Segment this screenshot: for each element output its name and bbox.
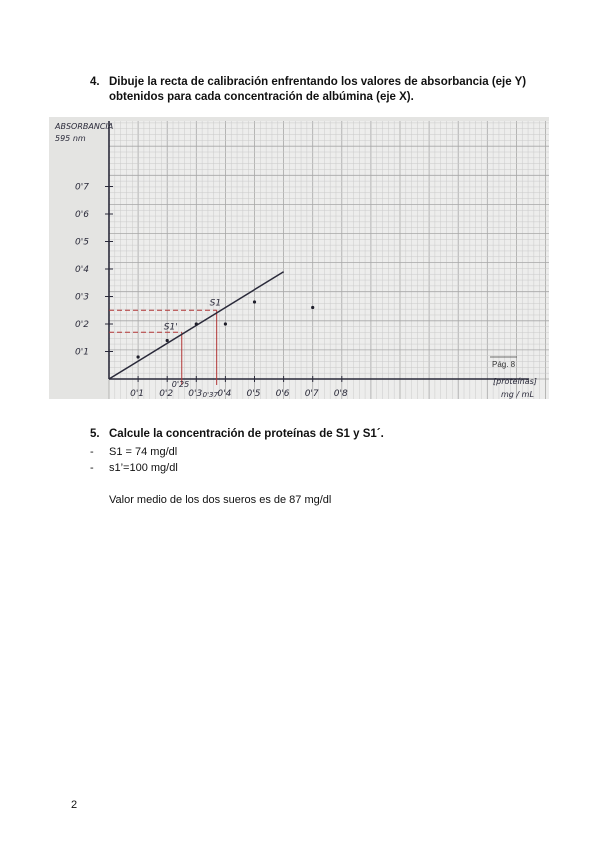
data-point [195,322,198,325]
y-tick-label: 0'5 [75,237,89,248]
x-tick-label: 0'8 [333,389,348,399]
x-tick-label: 0'7 [304,389,319,399]
x-tick-label: 0'2 [159,389,174,399]
calibration-graph-photo [49,117,549,399]
x-tick-label: 0'4 [217,389,232,399]
x-tick-label: 0'3 [188,389,203,399]
answer-dash: - [90,462,94,474]
y-axis-label-2: 595 nm [55,134,86,143]
y-tick-label: 0'7 [75,182,89,193]
page-number: 2 [71,799,78,811]
question-4-text-line1: Dibuje la recta de calibración enfrentando los valores de absorbancia (eje Y) [109,76,527,88]
calibration-graph [49,117,549,399]
s1prime-label: S1' [163,322,178,333]
y-tick-label: 0'3 [75,292,89,303]
data-point [311,306,314,309]
answer-item [90,444,178,460]
y-tick-label: 0'4 [75,265,89,275]
data-point [253,300,256,303]
question-4 [90,75,530,105]
data-point [137,355,140,358]
x-axis-label-2: mg / mL [501,390,534,399]
question-4-number: 4. [90,76,100,88]
answer-item [90,460,178,476]
y-tick-label: 0'2 [75,320,89,330]
s1-label: S1 [209,298,222,309]
answer-text: s1’=100 mg/dl [109,462,178,474]
question-5 [90,427,384,442]
x-tick-label: 0'5 [246,389,261,399]
answer-dash: - [90,446,94,458]
data-point [166,339,169,342]
question-4-text-line2: obtenidos para cada concentración de albúmina (eje X). [109,91,414,103]
y-tick-label: 0'6 [75,210,89,220]
data-point [224,322,227,325]
question-5-number: 5. [90,428,100,440]
y-axis-label-1: ABSORBANCIA [55,122,114,131]
x-axis-label-1: [proteínas] [493,377,537,386]
x-tick-label: 0'1 [130,389,145,399]
page-tag: Pág. 8 [492,360,516,369]
average-text: Valor medio de los dos sueros es de 87 mg/dl [109,494,332,506]
x-tick-label: 0'6 [275,389,290,399]
answer-text: S1 = 74 mg/dl [109,446,178,458]
answers-list [90,444,178,476]
s1-x-mark: 0'37 [202,391,218,399]
graph-paper [109,121,549,399]
s1prime-x-mark: 0'25 [171,380,190,389]
question-5-text: Calcule la concentración de proteínas de S1 y S1´. [109,428,384,440]
y-tick-label: 0'1 [75,347,89,358]
